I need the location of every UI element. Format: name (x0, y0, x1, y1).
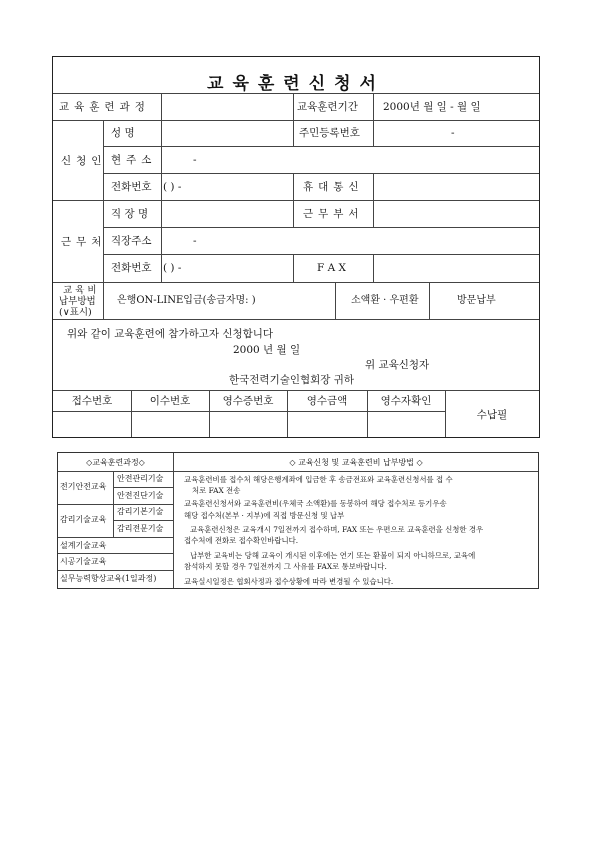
course-item-supervision-basic: 감리기본기술 (117, 507, 164, 516)
row-divider (103, 146, 539, 147)
row-divider (53, 390, 539, 391)
col-divider (293, 254, 294, 282)
col-divider (373, 200, 374, 227)
row-divider (53, 282, 539, 283)
mobile-field[interactable] (377, 177, 535, 197)
row-divider (58, 504, 173, 505)
phone-label: 전화번호 (111, 181, 152, 193)
declaration-text: 위와 같이 교육훈련에 참가하고자 신청합니다 (67, 328, 274, 340)
payment-option-bank[interactable]: 은행ON-LINE입금(송금자명: ) (117, 295, 256, 306)
row-divider (53, 200, 539, 201)
workplace-address-field[interactable]: - (193, 235, 197, 247)
course-field[interactable] (165, 97, 291, 117)
course-group-safety: 전기안전교육 (60, 482, 107, 491)
col-divider (161, 93, 162, 120)
period-field[interactable]: 2000년 월 일 - 월 일 (383, 101, 481, 113)
col-divider (293, 120, 294, 147)
col-divider (293, 200, 294, 227)
receipt-header-receipt-number: 영수증번호 (222, 395, 274, 407)
row-divider (53, 411, 445, 412)
payment-label-line2: 납부방법 (59, 296, 96, 307)
id-number-field[interactable]: - (451, 127, 455, 139)
col-divider (373, 254, 374, 282)
payment-option-visit[interactable]: 방문납부 (457, 295, 496, 306)
col-divider (373, 93, 374, 120)
row-divider (113, 520, 173, 521)
receipt-header-intake-number: 접수번호 (71, 395, 113, 407)
method-line-7: 납부한 교육비는 당해 교육이 개시된 이후에는 연기 또는 환불이 되지 아니하므로, 교육에 (190, 551, 476, 560)
method-line-5: 교육훈련신청은 교육개시 7일전까지 접수하며, FAX 또는 우편으로 교육훈련을 신청한 경우 (190, 525, 484, 534)
row-divider (103, 227, 539, 228)
workplace-section-label: 근무처 (61, 236, 107, 248)
declaration-applicant: 위 교육신청자 (365, 359, 430, 371)
name-field[interactable] (165, 124, 291, 144)
course-item-safety-diagnosis: 안전진단기술 (117, 491, 164, 500)
row-divider (58, 537, 173, 538)
fax-label: F A X (317, 262, 347, 274)
method-line-4: 해당 접수처(본부 · 지부)에 직접 방문신청 및 납부 (184, 511, 345, 520)
department-label: 근무부서 (303, 208, 364, 220)
payment-label-line3: (∨표시) (59, 307, 92, 318)
address-field[interactable]: - (193, 154, 197, 166)
method-line-3: 교육훈련신청서와 교육훈련비(우체국 소액환)를 동봉하여 해당 접수처로 등기우송 (184, 499, 447, 508)
course-group-supervision: 감리기술교육 (60, 515, 107, 524)
applicant-section-label: 신청인 (61, 155, 107, 167)
course-group-design: 설계기술교육 (60, 541, 107, 550)
row-divider (53, 93, 539, 94)
col-divider (173, 453, 174, 589)
method-line-9: 교육실시일정은 협회사정과 접수상황에 따라 변경될 수 있습니다. (184, 577, 394, 586)
payment-option-mail[interactable]: 소액환 · 우편환 (351, 295, 419, 306)
row-divider (103, 254, 539, 255)
fax-field[interactable] (377, 258, 535, 278)
method-line-2: 처로 FAX 전송 (192, 486, 241, 495)
course-item-safety-management: 안전관리기술 (117, 474, 164, 483)
row-divider (113, 487, 173, 488)
form-title: 교육훈련신청서 (207, 74, 385, 94)
col-divider (429, 282, 430, 319)
phone-field[interactable]: ( ) - (163, 181, 182, 193)
course-list-header: ◇교육훈련과정◇ (86, 458, 145, 467)
col-divider (103, 282, 104, 319)
mobile-label: 휴대통신 (303, 181, 364, 193)
guide-box (57, 452, 539, 589)
course-label: 교육훈련과정 (59, 101, 150, 113)
department-field[interactable] (377, 204, 535, 224)
receipt-header-completion-number: 이수번호 (149, 395, 191, 407)
method-header: ◇ 교육신청 및 교육훈련비 납부방법 ◇ (289, 458, 423, 467)
payment-label-line1: 교 육 비 (63, 285, 97, 296)
workplace-phone-label: 전화번호 (111, 262, 152, 274)
application-form (52, 56, 540, 438)
address-label: 현주소 (111, 154, 157, 166)
row-divider (58, 471, 538, 472)
declaration-date[interactable]: 2000 년 월 일 (233, 344, 301, 356)
col-divider (161, 120, 162, 282)
workplace-phone-field[interactable]: ( ) - (163, 262, 182, 274)
row-divider (53, 120, 539, 121)
receipt-header-receiver-check: 영수자확인 (380, 395, 432, 407)
row-divider (103, 173, 539, 174)
row-divider (58, 570, 173, 571)
course-group-construction: 시공기술교육 (60, 557, 107, 566)
row-divider (53, 319, 539, 320)
col-divider (293, 93, 294, 120)
id-number-label: 주민등록번호 (299, 127, 360, 139)
row-divider (58, 553, 173, 554)
receipt-header-amount: 영수금액 (306, 395, 348, 407)
course-group-practical: 실무능력향상교육(1일과정) (60, 574, 157, 583)
paid-stamp-label: 수납필 (476, 409, 508, 421)
workplace-name-field[interactable] (165, 204, 291, 224)
workplace-name-label: 직 장 명 (111, 208, 149, 220)
workplace-address-label: 직장주소 (111, 235, 152, 247)
col-divider (335, 282, 336, 319)
period-label: 교육훈련기간 (297, 101, 358, 113)
name-label: 성 명 (111, 127, 135, 139)
course-item-supervision-expert: 감리전문기술 (117, 524, 164, 533)
declaration-recipient: 한국전력기술인협회장 귀하 (229, 374, 355, 386)
col-divider (373, 173, 374, 200)
col-divider (373, 120, 374, 147)
col-divider (293, 173, 294, 200)
col-divider (103, 120, 104, 282)
method-line-1: 교육훈련비를 접수처 해당은행계좌에 입금한 후 송금전표와 교육훈련신청서를 접 수 (184, 475, 453, 484)
method-line-6: 접수처에 전화로 접수확인바랍니다. (184, 536, 299, 545)
method-line-8: 참석하지 못할 경우 7일전까지 그 사유를 FAX로 통보바랍니다. (184, 562, 387, 571)
